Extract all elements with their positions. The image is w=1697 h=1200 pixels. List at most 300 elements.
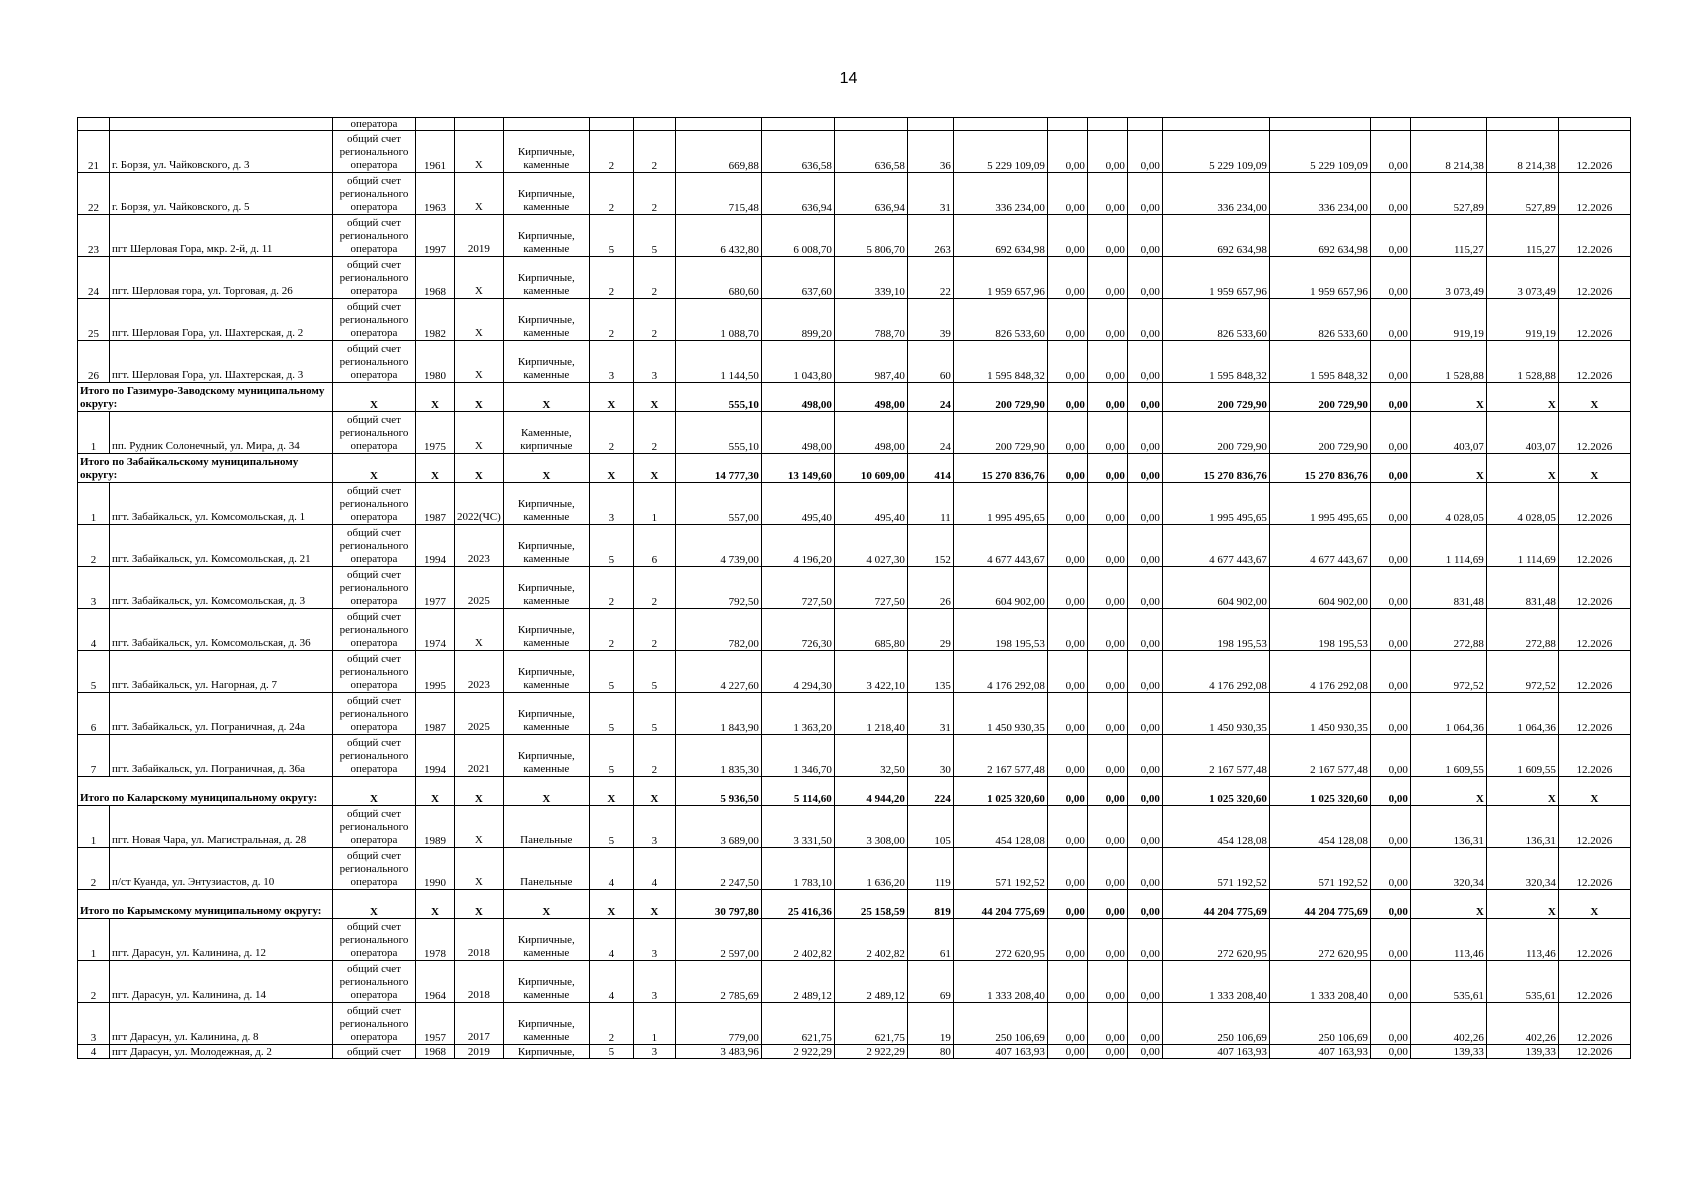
entrances-cell: 5 xyxy=(633,215,675,257)
year-repair-cell: Х xyxy=(455,454,504,483)
value-cell-p: 19 xyxy=(907,1003,953,1045)
value-cell-u1: 1 114,69 xyxy=(1410,525,1486,567)
row-number-cell: 2 xyxy=(78,848,110,890)
account-cell: общий счет регионального оператора xyxy=(333,341,416,383)
value-cell-z4: 0,00 xyxy=(1370,890,1410,919)
value-cell-z4: 0,00 xyxy=(1370,609,1410,651)
housing-register-table xyxy=(77,117,1631,1059)
wall-material-cell: Кирпичные, каменные xyxy=(503,961,589,1003)
deadline-cell: 12.2026 xyxy=(1558,1003,1630,1045)
subtotal-row xyxy=(78,777,1631,806)
entrances-cell: 5 xyxy=(633,693,675,735)
year-built-cell: 1975 xyxy=(416,412,455,454)
value-cell-s2: 272 620,95 xyxy=(1269,919,1370,961)
year-built-cell: 1977 xyxy=(416,567,455,609)
floors-cell: 5 xyxy=(589,735,633,777)
value-cell-z1: 0,00 xyxy=(1047,483,1087,525)
value-cell-s2: 692 634,98 xyxy=(1269,215,1370,257)
year-built-cell: 1963 xyxy=(416,173,455,215)
value-cell-z3: 0,00 xyxy=(1127,483,1162,525)
value-cell-z4: 0,00 xyxy=(1370,215,1410,257)
wall-material-cell: Х xyxy=(503,777,589,806)
value-cell-u1: 535,61 xyxy=(1410,961,1486,1003)
value-cell-s2: 15 270 836,76 xyxy=(1269,454,1370,483)
value-cell-u1: 3 073,49 xyxy=(1410,257,1486,299)
value-cell-s1: 1 595 848,32 xyxy=(1162,341,1269,383)
address-cell: пгт. Забайкальск, ул. Пограничная, д. 36а xyxy=(110,735,333,777)
year-repair-cell: Х xyxy=(455,806,504,848)
address-cell: пгт. Дарасун, ул. Калинина, д. 14 xyxy=(110,961,333,1003)
value-cell-c: 250 106,69 xyxy=(953,1003,1047,1045)
value-cell-a1: 1 835,30 xyxy=(675,735,761,777)
house-row xyxy=(78,919,1631,961)
account-cell: общий счет xyxy=(333,1045,416,1059)
value-cell-a2: 25 416,36 xyxy=(761,890,834,919)
entrances-cell: Х xyxy=(633,383,675,412)
value-cell-a1: 4 739,00 xyxy=(675,525,761,567)
value-cell-a3: 685,80 xyxy=(834,609,907,651)
value-cell-a1: 30 797,80 xyxy=(675,890,761,919)
address-cell: пгт. Шерловая Гора, ул. Шахтерская, д. 3 xyxy=(110,341,333,383)
floors-cell: 5 xyxy=(589,693,633,735)
value-cell-z2: 0,00 xyxy=(1087,483,1127,525)
value-cell-a2: 621,75 xyxy=(761,1003,834,1045)
year-repair-cell: 2023 xyxy=(455,525,504,567)
year-built-cell: 1987 xyxy=(416,693,455,735)
value-cell-a3: 4 027,30 xyxy=(834,525,907,567)
value-cell-z3: 0,00 xyxy=(1127,777,1162,806)
value-cell-p: 39 xyxy=(907,299,953,341)
deadline-cell: 12.2026 xyxy=(1558,693,1630,735)
value-cell-s2: 5 229 109,09 xyxy=(1269,131,1370,173)
address-cell: п/ст Куанда, ул. Энтузиастов, д. 10 xyxy=(110,848,333,890)
value-cell-a1: 782,00 xyxy=(675,609,761,651)
account-cell: общий счет регионального оператора xyxy=(333,609,416,651)
value-cell-u1: 919,19 xyxy=(1410,299,1486,341)
year-built-cell: 1990 xyxy=(416,848,455,890)
deadline-cell: 12.2026 xyxy=(1558,412,1630,454)
value-cell-p: 60 xyxy=(907,341,953,383)
value-cell-s2: 1 995 495,65 xyxy=(1269,483,1370,525)
value-cell-s1: 15 270 836,76 xyxy=(1162,454,1269,483)
value-cell-p: 11 xyxy=(907,483,953,525)
value-cell-u2: 1 528,88 xyxy=(1486,341,1558,383)
value-cell-z3: 0,00 xyxy=(1127,299,1162,341)
value-cell-u2: 3 073,49 xyxy=(1486,257,1558,299)
wall-material-cell: Х xyxy=(503,890,589,919)
value-cell-z2: 0,00 xyxy=(1087,961,1127,1003)
value-cell-s2: 44 204 775,69 xyxy=(1269,890,1370,919)
value-cell-a1: 5 936,50 xyxy=(675,777,761,806)
value-cell-a1: 792,50 xyxy=(675,567,761,609)
value-cell-p: 31 xyxy=(907,173,953,215)
year-built-cell: Х xyxy=(416,454,455,483)
floors-cell: 5 xyxy=(589,651,633,693)
address-cell: пгт. Забайкальск, ул. Комсомольская, д. 21 xyxy=(110,525,333,567)
year-repair-cell: Х xyxy=(455,890,504,919)
value-cell-a1: 2 597,00 xyxy=(675,919,761,961)
value-cell-z1: 0,00 xyxy=(1047,215,1087,257)
value-cell-c: 4 677 443,67 xyxy=(953,525,1047,567)
year-built-cell: 1982 xyxy=(416,299,455,341)
value-cell-u1: Х xyxy=(1410,777,1486,806)
year-built-cell: 1978 xyxy=(416,919,455,961)
value-cell-a1: 3 689,00 xyxy=(675,806,761,848)
subtotal-label: Итого по Забайкальскому муниципальному округу: xyxy=(78,454,333,483)
value-cell-z2: 0,00 xyxy=(1087,567,1127,609)
wall-material-cell: Кирпичные, каменные xyxy=(503,1003,589,1045)
value-cell-a3: 987,40 xyxy=(834,341,907,383)
year-repair-cell: Х xyxy=(455,777,504,806)
value-cell-u1: 527,89 xyxy=(1410,173,1486,215)
value-cell-z3: 0,00 xyxy=(1127,257,1162,299)
deadline-cell: 12.2026 xyxy=(1558,848,1630,890)
wall-material-cell: Кирпичные, каменные xyxy=(503,693,589,735)
account-cell: общий счет регионального оператора xyxy=(333,567,416,609)
deadline-cell: 12.2026 xyxy=(1558,131,1630,173)
address-cell: пгт Дарасун, ул. Молодежная, д. 2 xyxy=(110,1045,333,1059)
value-cell-z4: 0,00 xyxy=(1370,173,1410,215)
value-cell-u1: 320,34 xyxy=(1410,848,1486,890)
entrances-cell: 6 xyxy=(633,525,675,567)
year-built-cell: 1989 xyxy=(416,806,455,848)
value-cell-p: 36 xyxy=(907,131,953,173)
value-cell-z2: 0,00 xyxy=(1087,412,1127,454)
value-cell-a3: 2 402,82 xyxy=(834,919,907,961)
account-cell: общий счет регионального оператора xyxy=(333,848,416,890)
value-cell-s1: 200 729,90 xyxy=(1162,412,1269,454)
entrances-cell: 5 xyxy=(633,651,675,693)
address-cell: пгт Дарасун, ул. Калинина, д. 8 xyxy=(110,1003,333,1045)
floors-cell: 3 xyxy=(589,483,633,525)
value-cell-a2: 2 489,12 xyxy=(761,961,834,1003)
value-cell-a2: 1 363,20 xyxy=(761,693,834,735)
entrances-cell: 2 xyxy=(633,609,675,651)
value-cell-u2: 402,26 xyxy=(1486,1003,1558,1045)
value-cell-s2: 200 729,90 xyxy=(1269,383,1370,412)
floors-cell: 2 xyxy=(589,1003,633,1045)
value-cell-z1: 0,00 xyxy=(1047,341,1087,383)
value-cell-c: 272 620,95 xyxy=(953,919,1047,961)
value-cell-z3: 0,00 xyxy=(1127,848,1162,890)
address-cell: г. Борзя, ул. Чайковского, д. 3 xyxy=(110,131,333,173)
row-number-cell: 4 xyxy=(78,609,110,651)
value-cell-z2: 0,00 xyxy=(1087,806,1127,848)
deadline-cell: Х xyxy=(1558,454,1630,483)
value-cell-a3: 1 218,40 xyxy=(834,693,907,735)
house-row xyxy=(78,609,1631,651)
value-cell-z4: 0,00 xyxy=(1370,257,1410,299)
house-row xyxy=(78,961,1631,1003)
wall-material-cell: Х xyxy=(503,383,589,412)
row-number-cell: 7 xyxy=(78,735,110,777)
value-cell-z4: 0,00 xyxy=(1370,1045,1410,1059)
value-cell-a3: 636,58 xyxy=(834,131,907,173)
value-cell-s2: 1 450 930,35 xyxy=(1269,693,1370,735)
value-cell-s2: 604 902,00 xyxy=(1269,567,1370,609)
year-built-cell: Х xyxy=(416,777,455,806)
value-cell-z3: 0,00 xyxy=(1127,806,1162,848)
value-cell-u1: 1 528,88 xyxy=(1410,341,1486,383)
house-row xyxy=(78,131,1631,173)
floors-cell: 5 xyxy=(589,1045,633,1059)
value-cell-z3: 0,00 xyxy=(1127,215,1162,257)
value-cell-z4: 0,00 xyxy=(1370,483,1410,525)
value-cell-c: 1 595 848,32 xyxy=(953,341,1047,383)
year-repair-cell: 2022(ЧС) xyxy=(455,483,504,525)
value-cell-z2: 0,00 xyxy=(1087,1045,1127,1059)
value-cell-z4: 0,00 xyxy=(1370,412,1410,454)
entrances-cell: 2 xyxy=(633,735,675,777)
entrances-cell: 2 xyxy=(633,299,675,341)
floors-cell: 2 xyxy=(589,299,633,341)
value-cell-a3: 498,00 xyxy=(834,383,907,412)
entrances-cell: 2 xyxy=(633,412,675,454)
entrances-cell: 3 xyxy=(633,806,675,848)
row-number-cell: 23 xyxy=(78,215,110,257)
year-repair-cell: 2018 xyxy=(455,961,504,1003)
year-built-cell: 1994 xyxy=(416,525,455,567)
wall-material-cell: Х xyxy=(503,454,589,483)
value-cell-s1: 692 634,98 xyxy=(1162,215,1269,257)
wall-material-cell: Кирпичные, каменные xyxy=(503,299,589,341)
year-repair-cell: 2019 xyxy=(455,215,504,257)
value-cell-s1: 604 902,00 xyxy=(1162,567,1269,609)
address-cell: пгт. Шерловая Гора, ул. Шахтерская, д. 2 xyxy=(110,299,333,341)
value-cell-s2: 4 176 292,08 xyxy=(1269,651,1370,693)
wall-material-cell: Кирпичные, каменные xyxy=(503,567,589,609)
value-cell-s2: 454 128,08 xyxy=(1269,806,1370,848)
value-cell-s2: 2 167 577,48 xyxy=(1269,735,1370,777)
house-row xyxy=(78,412,1631,454)
value-cell-p: 119 xyxy=(907,848,953,890)
wall-material-cell: Кирпичные, каменные xyxy=(503,483,589,525)
wall-material-cell: Кирпичные, каменные xyxy=(503,735,589,777)
value-cell-a3: 495,40 xyxy=(834,483,907,525)
value-cell-c: 15 270 836,76 xyxy=(953,454,1047,483)
value-cell-a2: 1 783,10 xyxy=(761,848,834,890)
value-cell-z2: 0,00 xyxy=(1087,1003,1127,1045)
value-cell-s2: 1 595 848,32 xyxy=(1269,341,1370,383)
value-cell-a2: 1 043,80 xyxy=(761,341,834,383)
value-cell-u2: 320,34 xyxy=(1486,848,1558,890)
year-repair-cell: Х xyxy=(455,609,504,651)
value-cell-z1: 0,00 xyxy=(1047,848,1087,890)
year-repair-cell: 2017 xyxy=(455,1003,504,1045)
value-cell-z1: 0,00 xyxy=(1047,567,1087,609)
value-cell-z1: 0,00 xyxy=(1047,173,1087,215)
value-cell-p: 30 xyxy=(907,735,953,777)
year-built-cell: 1961 xyxy=(416,131,455,173)
value-cell-u1: Х xyxy=(1410,454,1486,483)
value-cell-z1: 0,00 xyxy=(1047,454,1087,483)
value-cell-c: 200 729,90 xyxy=(953,383,1047,412)
account-cell: общий счет регионального оператора xyxy=(333,412,416,454)
value-cell-z3: 0,00 xyxy=(1127,609,1162,651)
value-cell-z1: 0,00 xyxy=(1047,890,1087,919)
value-cell-u1: 403,07 xyxy=(1410,412,1486,454)
value-cell-u2: 4 028,05 xyxy=(1486,483,1558,525)
value-cell-z1: 0,00 xyxy=(1047,919,1087,961)
wall-material-cell: Панельные xyxy=(503,848,589,890)
subtotal-row xyxy=(78,890,1631,919)
value-cell-z4: 0,00 xyxy=(1370,806,1410,848)
value-cell-u2: 1 114,69 xyxy=(1486,525,1558,567)
wall-material-cell: Каменные, кирпичные xyxy=(503,412,589,454)
value-cell-p: 26 xyxy=(907,567,953,609)
value-cell-u2: Х xyxy=(1486,383,1558,412)
entrances-cell: 1 xyxy=(633,1003,675,1045)
value-cell-a1: 1 843,90 xyxy=(675,693,761,735)
value-cell-u2: 272,88 xyxy=(1486,609,1558,651)
value-cell-s1: 1 995 495,65 xyxy=(1162,483,1269,525)
house-row xyxy=(78,257,1631,299)
value-cell-p: 819 xyxy=(907,890,953,919)
value-cell-s2: 200 729,90 xyxy=(1269,412,1370,454)
account-cell: общий счет регионального оператора xyxy=(333,1003,416,1045)
year-built-cell: 1968 xyxy=(416,1045,455,1059)
value-cell-z1: 0,00 xyxy=(1047,651,1087,693)
deadline-cell: 12.2026 xyxy=(1558,215,1630,257)
value-cell-u2: 1 609,55 xyxy=(1486,735,1558,777)
value-cell-s1: 1 450 930,35 xyxy=(1162,693,1269,735)
year-repair-cell: Х xyxy=(455,412,504,454)
account-cell: общий счет регионального оператора xyxy=(333,961,416,1003)
value-cell-z3: 0,00 xyxy=(1127,341,1162,383)
value-cell-z2: 0,00 xyxy=(1087,215,1127,257)
value-cell-z4: 0,00 xyxy=(1370,651,1410,693)
wall-material-cell: Кирпичные, каменные xyxy=(503,609,589,651)
year-built-cell: 1987 xyxy=(416,483,455,525)
value-cell-c: 5 229 109,09 xyxy=(953,131,1047,173)
value-cell-p: 263 xyxy=(907,215,953,257)
value-cell-z4: 0,00 xyxy=(1370,567,1410,609)
floors-cell: 4 xyxy=(589,961,633,1003)
house-row xyxy=(78,848,1631,890)
row-number-cell: 4 xyxy=(78,1045,110,1059)
year-built-cell: Х xyxy=(416,890,455,919)
year-repair-cell: 2025 xyxy=(455,693,504,735)
value-cell-c: 4 176 292,08 xyxy=(953,651,1047,693)
value-cell-a3: 32,50 xyxy=(834,735,907,777)
value-cell-z2: 0,00 xyxy=(1087,525,1127,567)
value-cell-s1: 198 195,53 xyxy=(1162,609,1269,651)
value-cell-u2: Х xyxy=(1486,454,1558,483)
wall-material-cell: Кирпичные, каменные xyxy=(503,525,589,567)
value-cell-a1: 3 483,96 xyxy=(675,1045,761,1059)
value-cell-u2: Х xyxy=(1486,890,1558,919)
value-cell-a3: 498,00 xyxy=(834,412,907,454)
floors-cell: 2 xyxy=(589,173,633,215)
row-number-cell: 3 xyxy=(78,567,110,609)
floors-cell: Х xyxy=(589,383,633,412)
value-cell-c: 1 025 320,60 xyxy=(953,777,1047,806)
value-cell-s1: 272 620,95 xyxy=(1162,919,1269,961)
entrances-cell: Х xyxy=(633,777,675,806)
value-cell-z1: 0,00 xyxy=(1047,806,1087,848)
value-cell-z3: 0,00 xyxy=(1127,1003,1162,1045)
entrances-cell: 3 xyxy=(633,341,675,383)
value-cell-z3: 0,00 xyxy=(1127,1045,1162,1059)
account-cell: общий счет регионального оператора xyxy=(333,693,416,735)
year-built-cell: Х xyxy=(416,383,455,412)
value-cell-z1: 0,00 xyxy=(1047,299,1087,341)
value-cell-z4: 0,00 xyxy=(1370,525,1410,567)
value-cell-u2: 831,48 xyxy=(1486,567,1558,609)
deadline-cell: 12.2026 xyxy=(1558,1045,1630,1059)
year-built-cell: 1957 xyxy=(416,1003,455,1045)
row-number-cell: 2 xyxy=(78,961,110,1003)
floors-cell: 2 xyxy=(589,412,633,454)
account-cell: общий счет регионального оператора xyxy=(333,651,416,693)
value-cell-a2: 636,94 xyxy=(761,173,834,215)
entrances-cell: Х xyxy=(633,454,675,483)
address-cell: пгт. Дарасун, ул. Калинина, д. 12 xyxy=(110,919,333,961)
row-number-cell: 25 xyxy=(78,299,110,341)
value-cell-z2: 0,00 xyxy=(1087,383,1127,412)
value-cell-s1: 336 234,00 xyxy=(1162,173,1269,215)
value-cell-z1: 0,00 xyxy=(1047,735,1087,777)
row-number-cell: 26 xyxy=(78,341,110,383)
house-row xyxy=(78,483,1631,525)
value-cell-a2: 495,40 xyxy=(761,483,834,525)
year-repair-cell: Х xyxy=(455,848,504,890)
value-cell-s1: 454 128,08 xyxy=(1162,806,1269,848)
address-cell: пгт. Забайкальск, ул. Комсомольская, д. 36 xyxy=(110,609,333,651)
value-cell-z2: 0,00 xyxy=(1087,693,1127,735)
value-cell-a2: 498,00 xyxy=(761,383,834,412)
address-cell: пгт. Забайкальск, ул. Нагорная, д. 7 xyxy=(110,651,333,693)
value-cell-z3: 0,00 xyxy=(1127,454,1162,483)
value-cell-p: 24 xyxy=(907,412,953,454)
value-cell-z2: 0,00 xyxy=(1087,299,1127,341)
value-cell-a2: 727,50 xyxy=(761,567,834,609)
address-cell: пгт. Забайкальск, ул. Пограничная, д. 24а xyxy=(110,693,333,735)
value-cell-z2: 0,00 xyxy=(1087,131,1127,173)
value-cell-u2: 535,61 xyxy=(1486,961,1558,1003)
house-row xyxy=(78,173,1631,215)
row-number-cell: 1 xyxy=(78,483,110,525)
value-cell-u1: 115,27 xyxy=(1410,215,1486,257)
account-cell: общий счет регионального оператора xyxy=(333,919,416,961)
account-cell: общий счет регионального оператора xyxy=(333,525,416,567)
row-number-cell: 24 xyxy=(78,257,110,299)
year-built-cell: 1997 xyxy=(416,215,455,257)
year-built-cell: 1995 xyxy=(416,651,455,693)
year-built-cell: 1964 xyxy=(416,961,455,1003)
address-cell: пп. Рудник Солонечный, ул. Мира, д. 34 xyxy=(110,412,333,454)
value-cell-u1: 4 028,05 xyxy=(1410,483,1486,525)
value-cell-z3: 0,00 xyxy=(1127,567,1162,609)
value-cell-u2: 919,19 xyxy=(1486,299,1558,341)
value-cell-p: 152 xyxy=(907,525,953,567)
value-cell-a1: 680,60 xyxy=(675,257,761,299)
year-built-cell: 1994 xyxy=(416,735,455,777)
value-cell-a1: 555,10 xyxy=(675,412,761,454)
entrances-cell: Х xyxy=(633,890,675,919)
value-cell-p: 31 xyxy=(907,693,953,735)
row-number-cell: 3 xyxy=(78,1003,110,1045)
floors-cell: 2 xyxy=(589,567,633,609)
floors-cell: 4 xyxy=(589,848,633,890)
subtotal-label: Итого по Каларскому муниципальному округу: xyxy=(78,777,333,806)
value-cell-a1: 555,10 xyxy=(675,383,761,412)
value-cell-u1: 1 064,36 xyxy=(1410,693,1486,735)
subtotal-label: Итого по Карымскому муниципальному округу: xyxy=(78,890,333,919)
account-cell: общий счет регионального оператора xyxy=(333,131,416,173)
floors-cell: 2 xyxy=(589,609,633,651)
value-cell-z2: 0,00 xyxy=(1087,173,1127,215)
